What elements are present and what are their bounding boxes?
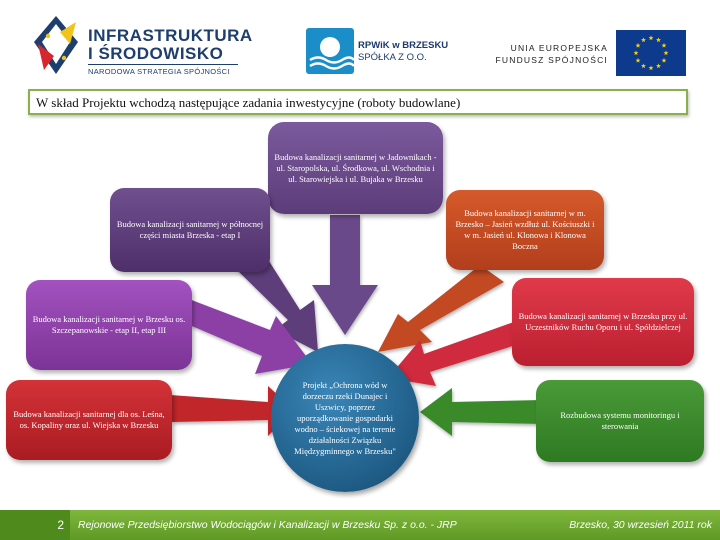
logo-title-line2: I ŚRODOWISKO: [88, 44, 224, 63]
task-node-top: [268, 122, 443, 214]
task-node-left-upper: [110, 188, 270, 272]
banner-text: W skład Projektu wchodzą następujące zadania inwestycyjne (roboty budowlane): [36, 95, 461, 110]
footer-date: Brzesko, 30 wrzesień 2011 rok: [569, 519, 712, 531]
rpwik-name: RPWiK w BRZESKU: [358, 40, 449, 51]
task-node-right-upper-text: Budowa kanalizacji sanitarnej w m. Brzesko – Jasień wzdłuż ul. Kościuszki i w m. Jasień ul. Klonowa i Klonowa Boczna: [455, 208, 595, 251]
center-project-circle: [271, 344, 419, 492]
task-node-left-upper-text: Budowa kanalizacji sanitarnej w północnej części miasta Brzeska - etap I: [116, 219, 264, 240]
arrow-top: [312, 215, 378, 335]
arrow-right-lower: [420, 388, 542, 436]
task-node-left-mid: [26, 280, 192, 370]
task-node-top-text: Budowa kanalizacji sanitarnej w Jadownikach - ul. Staropolska, ul. Środkowa, ul. Wschodnia i ul. Starowiejska i ul. Bujaka w Brzesku: [274, 151, 437, 184]
footer-bar: [0, 510, 720, 540]
task-node-left-lower: [6, 380, 172, 460]
task-node-right-mid: [512, 278, 694, 366]
task-node-left-lower-text: Budowa kanalizacji sanitarnej dla os. Leśna, os. Kopaliny oraz ul. Wiejska w Brzesku: [13, 409, 165, 430]
page-number: 2: [0, 510, 70, 540]
task-node-right-upper: [446, 190, 604, 270]
rpwik-company: SPÓŁKA Z O.O.: [358, 52, 427, 63]
task-node-right-mid-text: Budowa kanalizacji sanitarnej w Brzesku przy ul. Uczestników Ruchu Oporu i ul. Spółdzielczej: [518, 311, 688, 332]
eu-label: UNIA EUROPEJSKA: [510, 43, 608, 53]
logo-title-line1: INFRASTRUKTURA: [88, 26, 253, 45]
footer-organization: Rejonowe Przedsiębiorstwo Wodociągów i Kanalizacji w Brzesku Sp. z o.o. - JRP: [78, 519, 457, 531]
eu-fund-label: FUNDUSZ SPÓJNOŚCI: [495, 55, 608, 65]
task-node-left-mid-text: Budowa kanalizacji sanitarnej w Brzesku os. Szczepanowskie - etap II, etap III: [32, 314, 186, 335]
task-node-right-lower-text: Rozbudowa systemu monitoringu i sterowania: [560, 410, 680, 431]
center-project-text: Projekt „Ochrona wód w dorzeczu rzeki Dunajec i Uszwicy, poprzez uporządkowanie gospodarki wodno – ściekowej na terenie działalności Związku Międzygminnego w Brzesku": [294, 379, 396, 456]
logo-subtitle: NARODOWA STRATEGIA SPÓJNOŚCI: [88, 67, 230, 76]
task-node-right-lower: [536, 380, 704, 462]
